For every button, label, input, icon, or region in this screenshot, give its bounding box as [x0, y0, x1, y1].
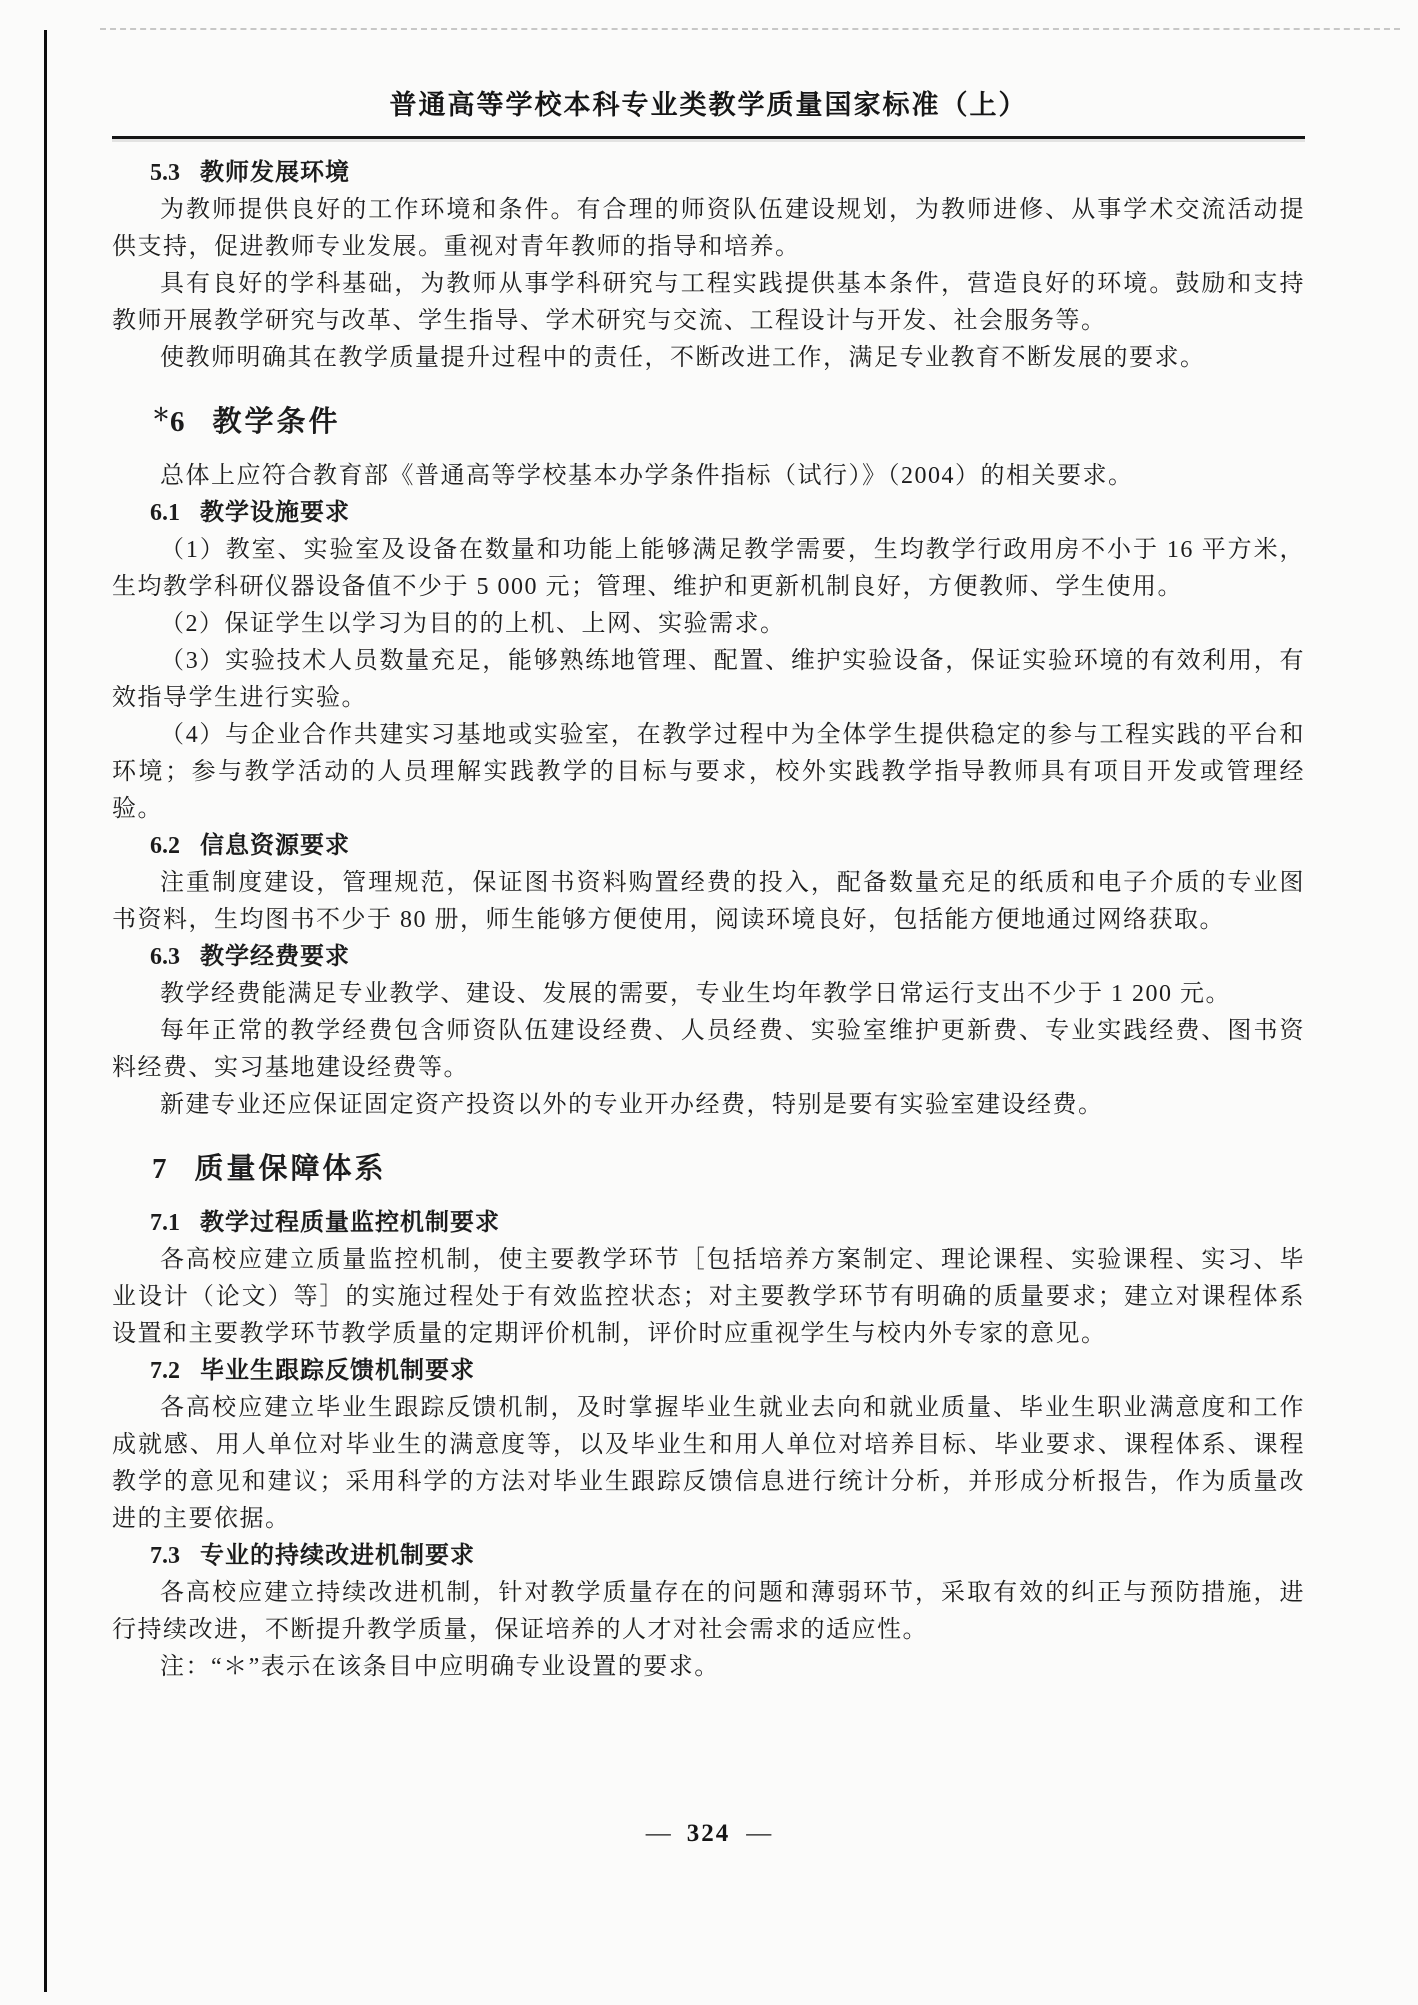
section-title: 教学设施要求	[200, 500, 350, 526]
chapter-heading-7	[112, 1142, 1305, 1189]
section-heading-6-3	[112, 939, 1305, 976]
section-heading-7-3	[112, 1538, 1305, 1575]
paragraph: 各高校应建立持续改进机制，针对教学质量存在的问题和薄弱环节，采取有效的纠正与预防措施，进行持续改进，不断提升教学质量，保证培养的人才对社会需求的适应性。	[112, 1580, 1305, 1643]
section-title: 专业的持续改进机制要求	[200, 1543, 475, 1569]
section-number: 6.2	[150, 833, 180, 859]
footer-right-dash: —	[746, 1820, 772, 1847]
chapter-title: 教学条件	[212, 406, 341, 438]
chapter-number: 7	[152, 1153, 167, 1185]
section-heading-5-3	[112, 155, 1305, 192]
section-heading-6-2	[112, 828, 1305, 865]
section-number: 5.3	[150, 160, 180, 186]
section-number: 7.1	[150, 1210, 180, 1236]
chapter-title: 质量保障体系	[194, 1153, 387, 1185]
section-heading-7-2	[112, 1353, 1305, 1390]
paragraph: 各高校应建立质量监控机制，使主要教学环节［包括培养方案制定、理论课程、实验课程、实习、毕业设计（论文）等］的实施过程处于有效监控状态；对主要教学环节有明确的质量要求；建立对课程体系设置和主要教学环节教学质量的定期评价机制，评价时应重视学生与校内外专家的意见。	[112, 1247, 1305, 1347]
list-item-paragraph: （1）教室、实验室及设备在数量和功能上能够满足教学需要，生均教学行政用房不小于 16 平方米，生均教学科研仪器设备值不少于 5 000 元；管理、维护和更新机制良好，方便教师、学生使用。	[112, 537, 1305, 600]
scan-noise-artifact	[100, 28, 1400, 30]
list-item-paragraph: （2）保证学生以学习为目的的上机、上网、实验需求。	[160, 611, 786, 637]
paragraph: 新建专业还应保证固定资产投资以外的专业开办经费，特别是要有实验室建设经费。	[160, 1092, 1104, 1118]
paragraph: 各高校应建立毕业生跟踪反馈机制，及时掌握毕业生就业去向和就业质量、毕业生职业满意度和工作成就感、用人单位对毕业生的满意度等，以及毕业生和用人单位对培养目标、毕业要求、课程体系、课程教学的意见和建议；采用科学的方法对毕业生跟踪反馈信息进行统计分析，并形成分析报告，作为质量改进的主要依据。	[112, 1395, 1305, 1532]
section-number: 7.2	[150, 1358, 180, 1384]
paragraph: 为教师提供良好的工作环境和条件。有合理的师资队伍建设规划，为教师进修、从事学术交流活动提供支持，促进教师专业发展。重视对青年教师的指导和培养。	[112, 197, 1305, 260]
paragraph: 教学经费能满足专业教学、建设、发展的需要，专业生均年教学日常运行支出不少于 1 200 元。	[160, 981, 1231, 1007]
page-footer	[112, 1820, 1305, 1848]
paragraph: 注重制度建设，管理规范，保证图书资料购置经费的投入，配备数量充足的纸质和电子介质的专业图书资料，生均图书不少于 80 册，师生能够方便使用，阅读环境良好，包括能方便地通过网络获取。	[112, 870, 1305, 933]
paragraph: 具有良好的学科基础，为教师从事学科研究与工程实践提供基本条件，营造良好的环境。鼓励和支持教师开展教学研究与改革、学生指导、学术研究与交流、工程设计与开发、社会服务等。	[112, 271, 1305, 334]
scan-spine-artifact	[44, 30, 47, 1992]
page-number: 324	[686, 1820, 731, 1847]
section-heading-7-1	[112, 1205, 1305, 1242]
chapter-heading-6	[112, 395, 1305, 442]
section-number: 6.3	[150, 944, 180, 970]
section-heading-6-1	[112, 495, 1305, 532]
section-title: 毕业生跟踪反馈机制要求	[200, 1358, 475, 1384]
page-content	[112, 88, 1305, 1686]
section-title: 教学过程质量监控机制要求	[200, 1210, 500, 1236]
header-rule	[112, 136, 1305, 139]
section-title: 教学经费要求	[200, 944, 350, 970]
asterisk-marker: ＊	[152, 405, 170, 425]
section-title: 教师发展环境	[200, 160, 350, 186]
paragraph: 使教师明确其在教学质量提升过程中的责任，不断改进工作，满足专业教育不断发展的要求。	[160, 345, 1206, 371]
document-body	[112, 155, 1305, 1686]
list-item-paragraph: （3）实验技术人员数量充足，能够熟练地管理、配置、维护实验设备，保证实验环境的有效利用，有效指导学生进行实验。	[112, 648, 1305, 711]
section-number: 7.3	[150, 1543, 180, 1569]
running-header-title: 普通高等学校本科专业类教学质量国家标准（上）	[389, 90, 1028, 120]
section-title: 信息资源要求	[200, 833, 350, 859]
section-number: 6.1	[150, 500, 180, 526]
chapter-number: 6	[170, 406, 185, 438]
paragraph: 每年正常的教学经费包含师资队伍建设经费、人员经费、实验室维护更新费、专业实践经费、图书资料经费、实习基地建设经费等。	[112, 1018, 1305, 1081]
paragraph: 总体上应符合教育部《普通高等学校基本办学条件指标（试行）》（2004）的相关要求。	[160, 463, 1134, 489]
footnote-paragraph: 注：“＊”表示在该条目中应明确专业设置的要求。	[160, 1654, 720, 1680]
list-item-paragraph: （4）与企业合作共建实习基地或实验室，在教学过程中为全体学生提供稳定的参与工程实践的平台和环境；参与教学活动的人员理解实践教学的目标与要求，校外实践教学指导教师具有项目开发或管理经验。	[112, 722, 1305, 822]
footer-left-dash: —	[645, 1820, 671, 1847]
